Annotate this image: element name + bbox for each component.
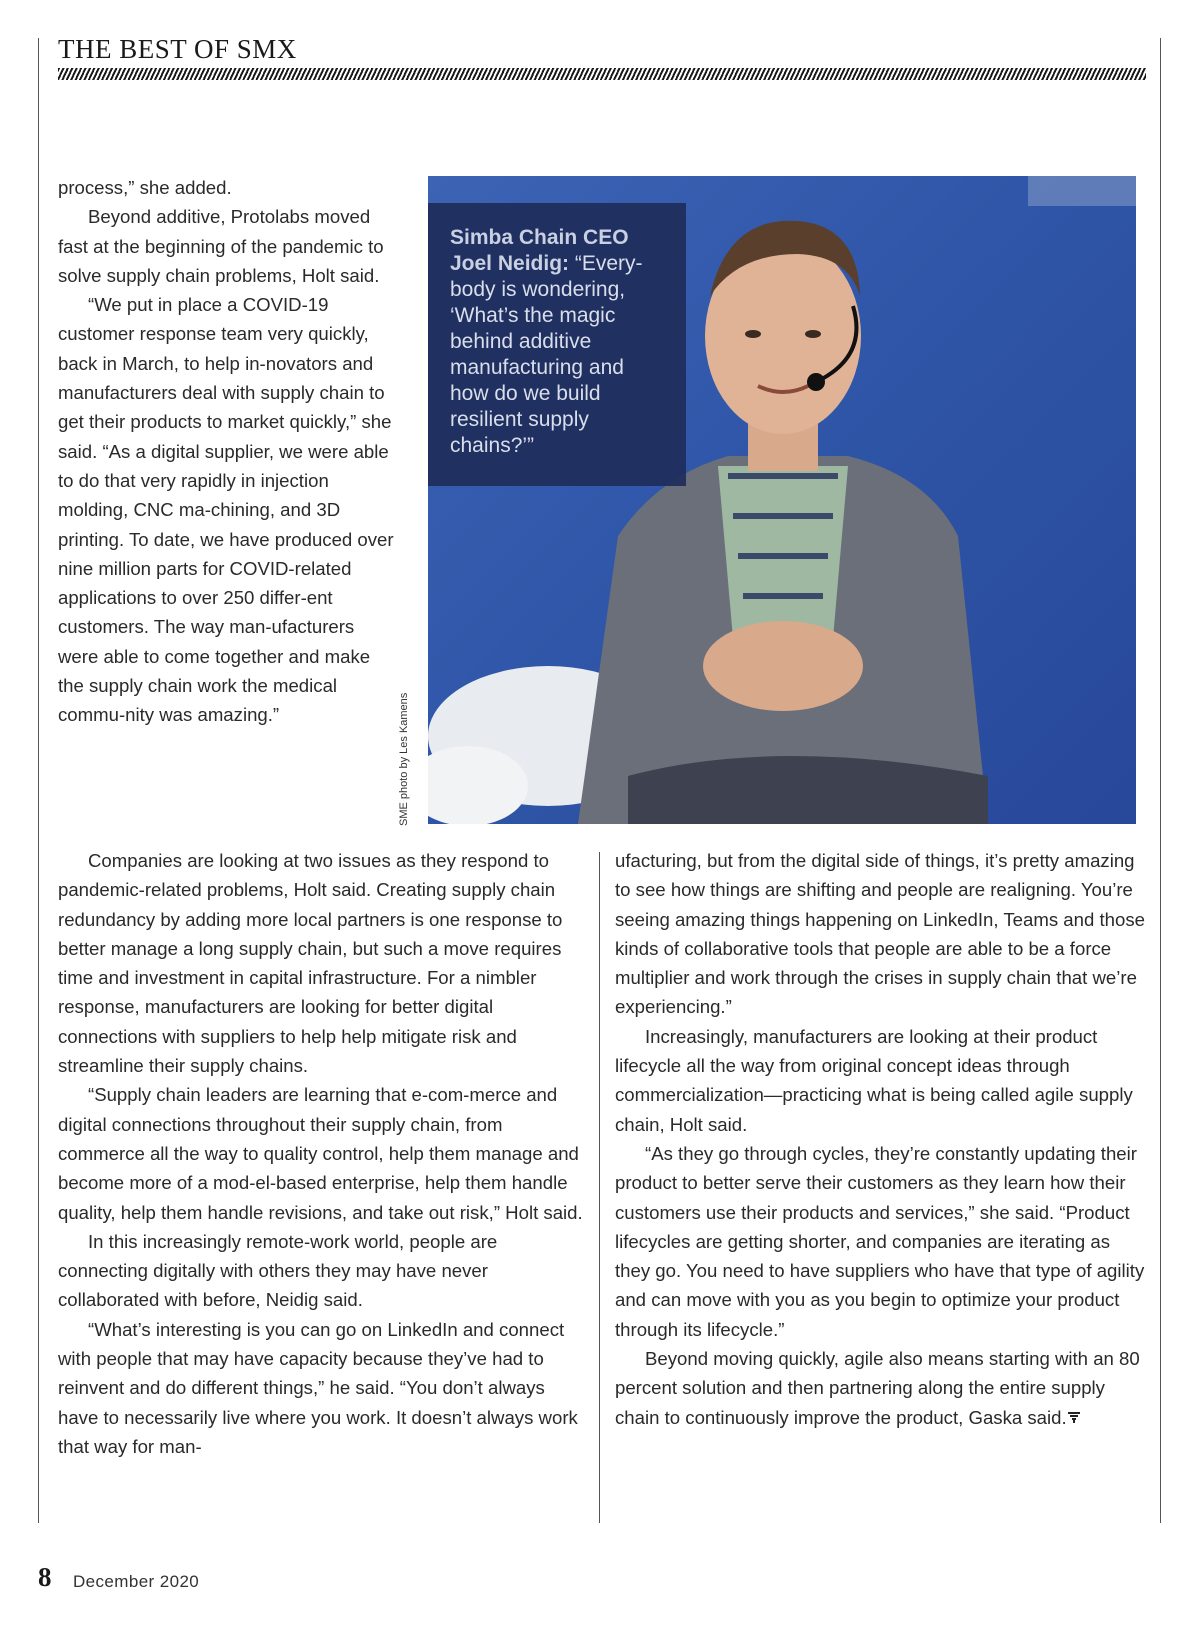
article-right-column bbox=[615, 846, 1145, 1432]
page-number: 8 bbox=[38, 1562, 52, 1592]
paragraph: “What’s interesting is you can go on LinkedIn and connect with people that may have capacity because they’ve had to reinvent and do different things,” he said. “You don’t always have to necessarily live where you work. It doesn’t always work that way for man- bbox=[58, 1318, 578, 1457]
paragraph: In this increasingly remote-work world, people are connecting digitally with others they may have never collaborated with before, Neidig said. bbox=[58, 1230, 498, 1311]
paragraph: “As they go through cycles, they’re constantly updating their product to better serve their customers as they learn how their customers use their products and services,” she said. “Product lifecycles are getting shorter, and companies are iterating as they go. You need to have suppliers who have that type of agility and can move with you as you begin to optimize your product through its lifecycle.” bbox=[615, 1142, 1145, 1340]
paragraph: Companies are looking at two issues as they respond to pandemic-related problems, Holt said. Creating supply chain redundancy by adding more local partners is one response to better manage a long supply chain, but such a move requires time and investment in capital infrastructure. For a nimbler response, manufacturers are looking for better digital connections with suppliers to help help mitigate risk and streamline their supply chains. bbox=[58, 850, 563, 1077]
paragraph-final bbox=[615, 1344, 1145, 1432]
masthead-hatch-bar bbox=[58, 68, 1146, 80]
caption-lead: Simba Chain CEO Joel Neidig: bbox=[450, 226, 629, 275]
paragraph-text: Beyond moving quickly, agile also means starting with an 80 percent solution and then partnering along the entire supply chain to continuously improve the product, Gaska said. bbox=[615, 1348, 1140, 1428]
column-divider bbox=[599, 852, 600, 1523]
section-title: THE BEST OF SMX bbox=[58, 34, 297, 64]
paragraph: Beyond additive, Protolabs moved fast at the beginning of the pandemic to solve supply chain problems, Holt said. bbox=[58, 206, 384, 286]
paragraph: “We put in place a COVID-19 customer response team very quickly, back in March, to help in-novators and manufacturers deal with supply chain to get their products to market quickly,” she said. “As a digital supplier, we were able to do that very rapidly in injection molding, CNC ma-chining, and 3D printing. To date, we have produced over nine million parts for COVID-related applications to over 250 differ-ent customers. The way man-ufacturers were able to come together and make the supply chain work the medical commu-nity was amazing.” bbox=[58, 294, 394, 726]
issue-date: December 2020 bbox=[73, 1572, 200, 1591]
caption-quote: “Every-body is wondering, ‘What’s the magic behind additive manufacturing and how do we build resilient supply chains?’” bbox=[450, 252, 643, 457]
photo-caption bbox=[428, 203, 686, 486]
right-page-rule bbox=[1160, 38, 1161, 1523]
paragraph: process,” she added. bbox=[58, 177, 232, 198]
article-top-column bbox=[58, 173, 398, 730]
article-left-column bbox=[58, 846, 588, 1461]
photo-credit: SME photo by Les Kamens bbox=[398, 692, 410, 826]
paragraph: “Supply chain leaders are learning that e-com-merce and digital connections throughout their supply chain, from commerce all the way to quality control, help them manage and become more of a mod-el-based enterprise, help them handle quality, help them handle revisions, and take out risk,” Holt said. bbox=[58, 1084, 583, 1223]
end-of-article-icon bbox=[1067, 1410, 1081, 1424]
paragraph: ufacturing, but from the digital side of things, it’s pretty amazing to see how things are shifting and people are realigning. You’re seeing amazing things happening on LinkedIn, Teams and those kinds of collaborative tools that people are able to be a force multiplier and work through the crises in supply chain that we’re experiencing.” bbox=[615, 850, 1145, 1018]
paragraph: Increasingly, manufacturers are looking at their product lifecycle all the way from original concept ideas through commercialization—practicing what is being called agile supply chain, Holt said. bbox=[615, 1025, 1133, 1135]
left-page-rule bbox=[38, 38, 39, 1523]
